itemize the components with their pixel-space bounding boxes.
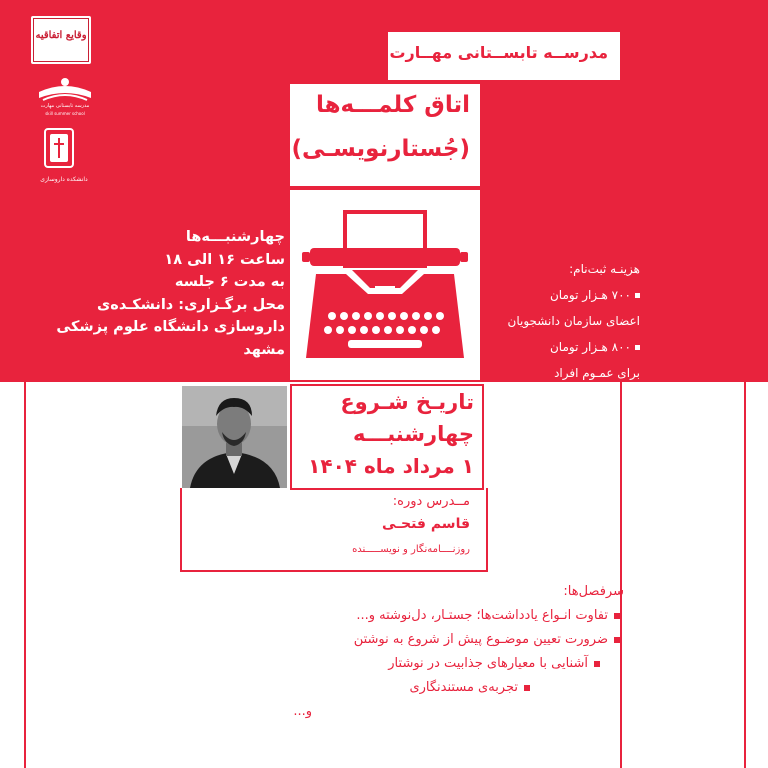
start-date-weekday: چهارشنبـــه xyxy=(352,422,474,446)
instructor-photo xyxy=(182,386,287,488)
pharmacy-faculty-logo xyxy=(36,128,92,192)
topics-block xyxy=(260,580,624,724)
school-title: مدرســه تابســتانی مهــارت xyxy=(389,43,608,62)
bullet-icon xyxy=(614,613,620,619)
fees-heading: هزینـه ثبت‌نام: xyxy=(569,262,640,276)
frame-line-left xyxy=(24,380,26,768)
frame-line-inner xyxy=(620,382,622,768)
course-title-line2: (جُستارنویسـی) xyxy=(291,136,470,162)
summer-school-logo-text: مدرسه تابستانی مهارت xyxy=(40,103,90,109)
bullet-icon xyxy=(524,685,530,691)
schedule-venue-line1: محل برگـزاری: دانشکـده‌ی xyxy=(97,296,285,313)
fee-amount-1: ۷۰۰ هـزار تومان xyxy=(549,288,631,302)
fee-item-2 xyxy=(486,334,640,360)
start-date-label: تاریـخ شـروع xyxy=(340,390,474,414)
schedule-sessions: به مدت ۶ جلسه xyxy=(174,274,285,290)
typewriter-icon xyxy=(290,190,480,380)
emblem-icon xyxy=(44,128,74,170)
book-icon xyxy=(33,76,97,104)
bullet-icon xyxy=(635,293,640,298)
topic-item-3 xyxy=(260,652,620,676)
fee-item-1 xyxy=(486,282,640,308)
school-title-box xyxy=(388,32,620,80)
schedule-block xyxy=(56,226,285,361)
topic-item-4 xyxy=(260,676,620,700)
topic-text-2: ضرورت تعیین موضـوع پیش از شروع به نوشتن xyxy=(353,632,608,647)
instructor-heading: مــدرس دوره: xyxy=(392,494,470,509)
summer-school-logo xyxy=(33,76,97,120)
newspaper-logo-text: وقایع اتفاقیه xyxy=(35,30,87,41)
schedule-days: چهارشنبـــه‌ها xyxy=(185,229,285,245)
fee-amount-2: ۸۰۰ هـزار تومان xyxy=(549,340,631,354)
course-title-line1: اتاق کلمـــه‌ها xyxy=(315,92,470,118)
instructor-role: روزنــــامه‌نگار و نویســـــنده xyxy=(352,544,470,555)
topic-text-4: تجربه‌ی مستندنگاری xyxy=(409,680,518,695)
bullet-icon xyxy=(594,661,600,667)
schedule-venue-line3: مشهد xyxy=(243,341,285,358)
portrait-image xyxy=(182,386,287,488)
instructor-box xyxy=(180,488,488,572)
summer-school-logo-sub: skill summer school xyxy=(45,111,85,116)
schedule-time: ساعت ۱۶ الی ۱۸ xyxy=(164,251,285,268)
topic-text-3: آشنایی با معیارهای جذابیت در نوشتار xyxy=(388,656,588,671)
topic-text-1: تفاوت انـواع یادداشت‌ها؛ جستـار، دل‌نوشته و... xyxy=(356,608,608,623)
start-date-value: ۱ مرداد ماه ۱۴۰۴ xyxy=(308,454,474,478)
fee-audience-2: برای عمـوم افراد xyxy=(554,366,640,380)
schedule-venue-line2: داروسازی دانشگاه علوم پزشکی xyxy=(56,319,285,335)
topics-heading: سرفصل‌ها: xyxy=(563,584,624,599)
topic-item-1 xyxy=(260,604,620,628)
course-title-box xyxy=(290,84,480,186)
fees-block xyxy=(486,256,640,386)
topic-item-2 xyxy=(260,628,620,652)
bullet-icon xyxy=(635,345,640,350)
frame-line-right xyxy=(744,380,746,768)
newspaper-logo xyxy=(31,16,91,64)
instructor-name: قاسم فتحـی xyxy=(382,516,470,532)
bullet-icon xyxy=(614,637,620,643)
topic-text-5: و... xyxy=(293,704,312,719)
start-date-box xyxy=(290,384,484,490)
typewriter-box xyxy=(290,190,480,380)
pharmacy-faculty-logo-text: دانشکده داروسازی xyxy=(40,176,88,183)
fee-audience-1: اعضای سازمان دانشجویان xyxy=(507,314,640,328)
